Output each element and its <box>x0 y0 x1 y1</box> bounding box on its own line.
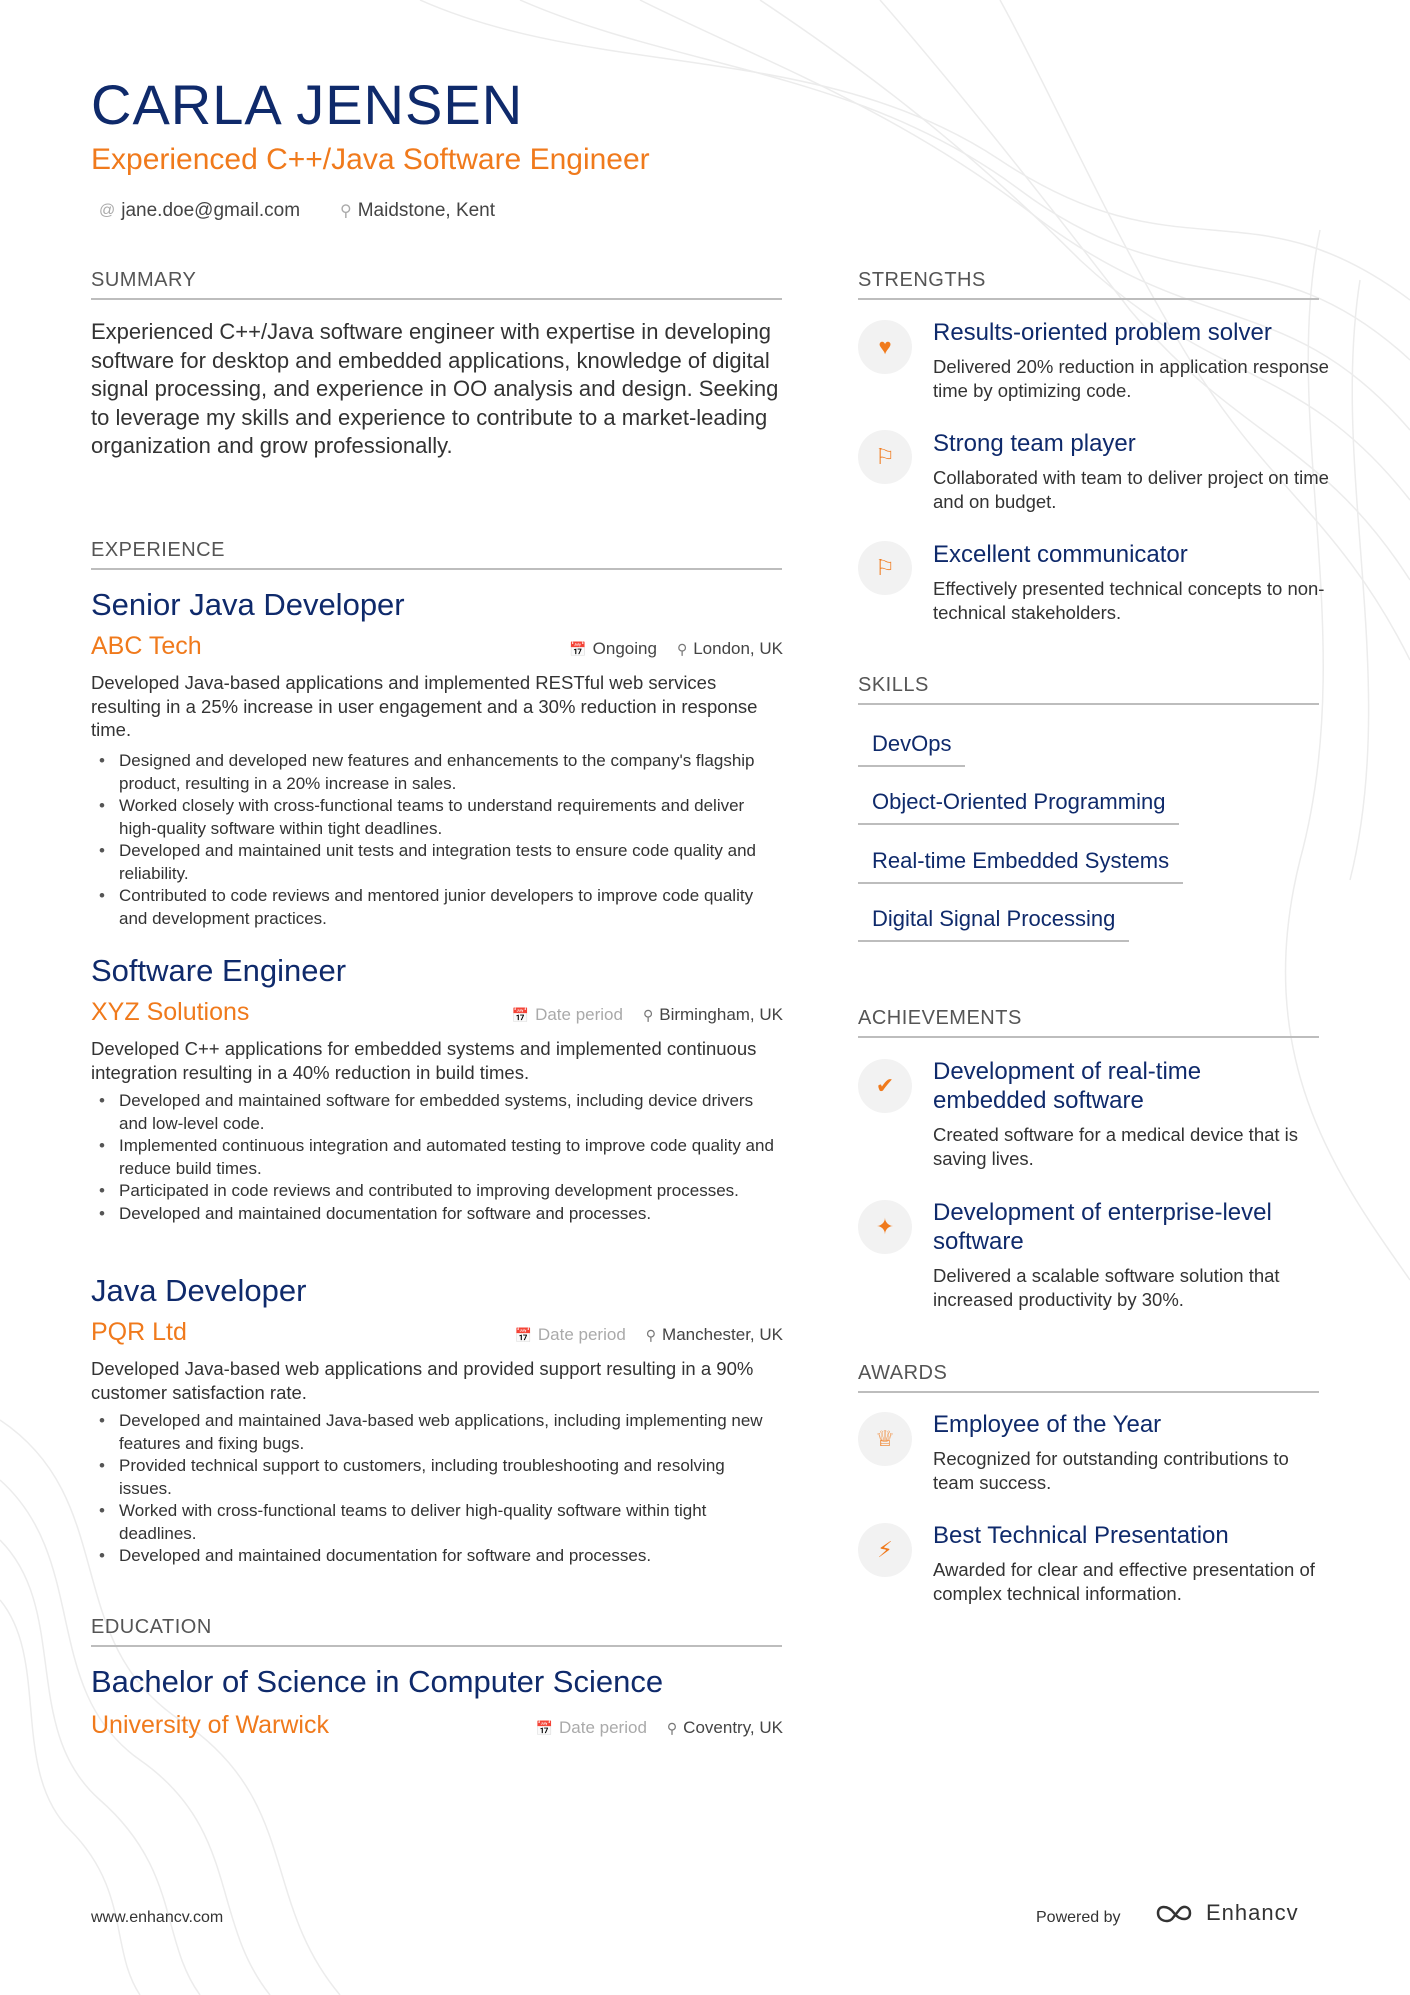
job-location: ⚲ London, UK <box>676 639 783 658</box>
list-item: • Worked with cross-functional teams to deliver high-quality software within tight deadlines. <box>91 1500 781 1545</box>
job-description: Developed Java-based applications and implemented RESTful web services resulting in a 25% increase in user engagement and a 30% reduction in response time. <box>91 672 758 740</box>
company-name: PQR Ltd <box>91 1318 187 1346</box>
calendar-icon: 📅 <box>514 1327 532 1343</box>
flag-icon: ⚐ <box>858 430 912 484</box>
company-name: XYZ Solutions <box>91 998 250 1026</box>
powered-by-label: Powered by <box>1036 1909 1121 1926</box>
list-item: • Provided technical support to customers, including troubleshooting and resolving issues. <box>91 1455 781 1500</box>
job-title: Senior Java Developer <box>91 587 405 622</box>
award-desc: Awarded for clear and effective presentation of complex technical information. <box>933 1559 1315 1604</box>
enhancv-brand: Enhancv <box>1206 1900 1299 1925</box>
enhancv-logo-icon <box>1154 1900 1198 1926</box>
achievement-title: Development of real-time embedded software <box>933 1058 1202 1114</box>
achievement-desc: Delivered a scalable software solution that increased productivity by 30%. <box>933 1265 1280 1310</box>
location-pin-icon: ⚲ <box>676 641 688 657</box>
list-item: • Contributed to code reviews and mentored junior developers to improve code quality and development practices. <box>91 885 781 930</box>
skill-tag: DevOps <box>858 731 965 767</box>
job-bullets <box>91 1410 781 1568</box>
achievement-title: Development of enterprise-level software <box>933 1199 1272 1255</box>
list-item: • Developed and maintained unit tests and integration tests to ensure code quality and reliability. <box>91 840 781 885</box>
strength-desc: Effectively presented technical concepts to non-technical stakeholders. <box>933 578 1325 623</box>
calendar-icon: 📅 <box>535 1720 554 1736</box>
degree-title: Bachelor of Science in Computer Science <box>91 1664 664 1699</box>
achievements-heading: ACHIEVEMENTS <box>858 1007 1319 1038</box>
award-desc: Recognized for outstanding contributions to team success. <box>933 1448 1289 1493</box>
job-description: Developed C++ applications for embedded systems and implemented continuous integration resulting in a 40% reduction in build times. <box>91 1038 757 1083</box>
list-item: • Developed and maintained Java-based web applications, including implementing new features and fixing bugs. <box>91 1410 781 1455</box>
awards-heading: AWARDS <box>858 1362 1319 1393</box>
list-item: • Developed and maintained documentation for software and processes. <box>91 1545 781 1568</box>
job-bullets <box>91 750 781 930</box>
experience-heading: EXPERIENCE <box>91 539 782 570</box>
school-name: University of Warwick <box>91 1711 329 1739</box>
skill-tag: Object-Oriented Programming <box>858 789 1179 825</box>
trophy-icon: ♕ <box>858 1412 912 1466</box>
email-text: jane.doe@gmail.com <box>121 200 301 221</box>
list-item: • Participated in code reviews and contributed to improving development processes. <box>91 1180 781 1203</box>
list-item: • Worked closely with cross-functional teams to understand requirements and deliver high-quality software within tight deadlines. <box>91 795 781 840</box>
strength-title: Excellent communicator <box>933 541 1188 568</box>
website-link[interactable]: www.enhancv.com <box>91 1909 224 1926</box>
job-description: Developed Java-based web applications and provided support resulting in a 90% customer satisfaction rate. <box>91 1358 754 1403</box>
skill-tag: Real-time Embedded Systems <box>858 848 1183 884</box>
strength-title: Results-oriented problem solver <box>933 319 1272 346</box>
at-icon: @ <box>99 202 116 219</box>
achievement-desc: Created software for a medical device that is saving lives. <box>933 1124 1299 1169</box>
strength-desc: Collaborated with team to deliver project on time and on budget. <box>933 467 1329 512</box>
summary-text: Experienced C++/Java software engineer with expertise in developing software for desktop and embedded applications, knowledge of digital signal processing, and experience in OO analysis and design. Seeking to leverage my skills and experience to contribute to a market-leading organization and grow professionally. <box>91 319 779 458</box>
list-item: • Designed and developed new features and enhancements to the company's flagship product, resulting in a 20% increase in sales. <box>91 750 781 795</box>
summary-heading: SUMMARY <box>91 269 782 300</box>
education-heading: EDUCATION <box>91 1616 782 1647</box>
calendar-icon: 📅 <box>511 1007 530 1023</box>
award-title: Employee of the Year <box>933 1411 1162 1438</box>
list-item: • Implemented continuous integration and automated testing to improve code quality and reduce build times. <box>91 1135 781 1180</box>
lightning-icon: ⚡ <box>858 1523 912 1577</box>
list-item: • Developed and maintained documentation for software and processes. <box>91 1203 781 1226</box>
job-title: Software Engineer <box>91 953 347 988</box>
job-date: 📅 Ongoing <box>569 639 657 658</box>
list-item: • Developed and maintained software for embedded systems, including device drivers and low-level code. <box>91 1090 781 1135</box>
magic-wand-icon: ✦ <box>858 1200 912 1254</box>
location-pin-icon: ⚲ <box>642 1007 654 1023</box>
strength-desc: Delivered 20% reduction in application response time by optimizing code. <box>933 356 1329 401</box>
flag-icon: ⚐ <box>858 541 912 595</box>
education-meta <box>536 1718 783 1738</box>
education-date: 📅 Date period <box>535 1718 647 1737</box>
job-meta <box>569 639 783 659</box>
candidate-name: CARLA JENSEN <box>91 73 524 136</box>
job-bullets <box>91 1090 781 1225</box>
check-icon: ✔ <box>858 1059 912 1113</box>
job-date: 📅 Date period <box>511 1005 623 1024</box>
email-contact[interactable] <box>99 200 300 222</box>
job-meta <box>512 1005 783 1025</box>
location-contact <box>340 200 495 222</box>
job-title: Java Developer <box>91 1273 307 1308</box>
education-location: ⚲ Coventry, UK <box>666 1718 783 1737</box>
strengths-heading: STRENGTHS <box>858 269 1319 300</box>
location-pin-icon: ⚲ <box>666 1720 678 1736</box>
candidate-role: Experienced C++/Java Software Engineer <box>91 143 650 176</box>
strength-title: Strong team player <box>933 430 1136 457</box>
job-location: ⚲ Birmingham, UK <box>642 1005 783 1024</box>
heart-icon: ♥ <box>858 320 912 374</box>
skill-tag: Digital Signal Processing <box>858 906 1129 942</box>
award-title: Best Technical Presentation <box>933 1522 1229 1549</box>
job-location: ⚲ Manchester, UK <box>645 1325 783 1344</box>
job-meta <box>514 1325 783 1345</box>
calendar-icon: 📅 <box>569 641 587 657</box>
skills-heading: SKILLS <box>858 674 1319 705</box>
location-pin-icon: ⚲ <box>645 1327 657 1343</box>
location-text: Maidstone, Kent <box>357 200 496 221</box>
location-pin-icon: ⚲ <box>340 203 352 220</box>
enhancv-logo[interactable] <box>1154 1900 1299 1926</box>
company-name: ABC Tech <box>91 632 202 660</box>
job-date: 📅 Date period <box>514 1325 626 1344</box>
